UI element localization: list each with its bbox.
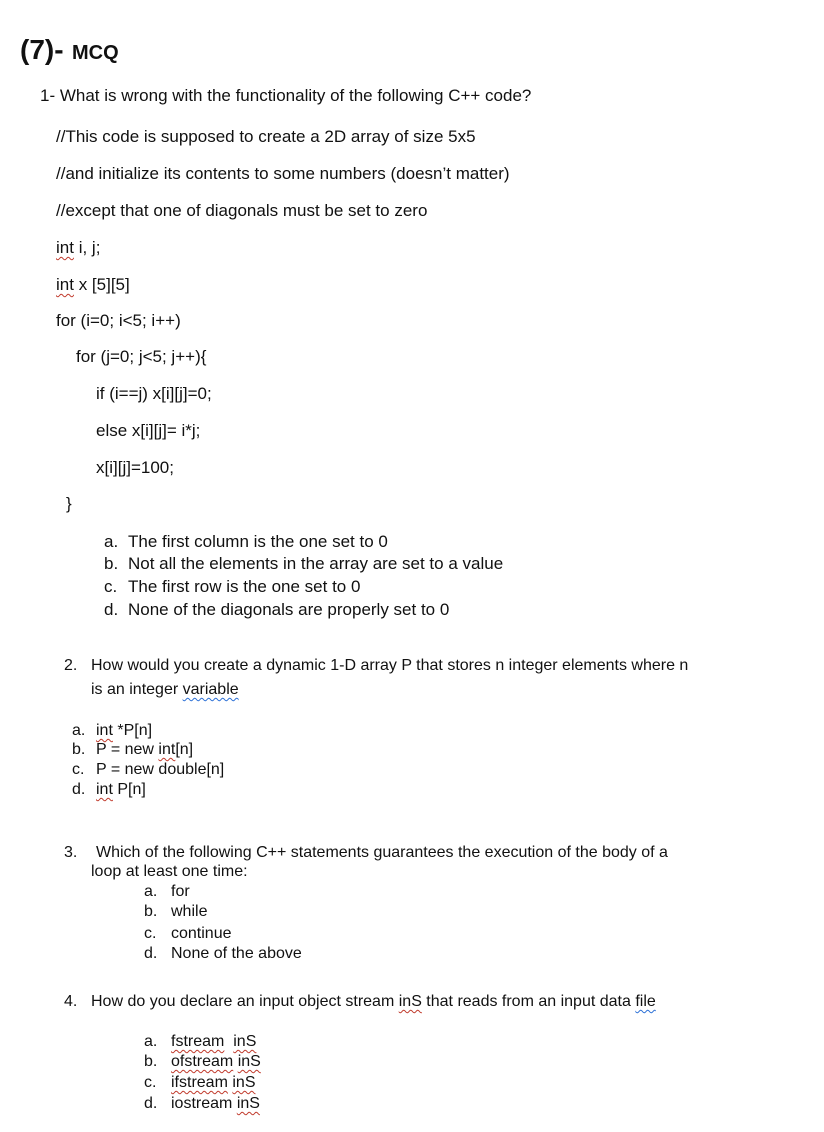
q4-line	[91, 993, 656, 1011]
q4-keyword: inS	[398, 993, 422, 1010]
q3-option-c	[144, 925, 232, 943]
q2-option-b	[72, 741, 193, 759]
option-keyword: ofstream	[171, 1053, 234, 1070]
q4-option-b	[144, 1053, 261, 1071]
option-text: while	[171, 903, 208, 920]
option-letter: b.	[144, 1053, 158, 1070]
option-letter: a.	[144, 1033, 158, 1050]
option-letter: c.	[72, 761, 85, 778]
option-text: The first row is the one set to 0	[128, 577, 361, 596]
option-text: Not all the elements in the array are set to a value	[128, 554, 504, 573]
q3-number: 3.	[64, 844, 78, 861]
option-letter: d.	[72, 781, 86, 798]
option-text: [n]	[175, 741, 194, 758]
q4-text: that reads from an input data	[421, 993, 636, 1010]
option-letter: c.	[144, 1074, 157, 1091]
q2-option-d	[72, 781, 146, 799]
section-number: (7)-	[20, 34, 64, 65]
section-heading	[20, 34, 119, 66]
q2-option-c	[72, 761, 224, 779]
q4-number: 4.	[64, 993, 78, 1010]
option-text: None of the above	[171, 945, 302, 962]
q1-code-close: }	[66, 494, 72, 513]
q3-option-b	[144, 903, 207, 921]
option-keyword: int	[96, 781, 113, 798]
q1-code-array	[56, 275, 130, 295]
option-letter: a.	[144, 883, 158, 900]
option-text: None of the diagonals are properly set to 0	[128, 600, 450, 619]
option-letter: c.	[104, 577, 118, 596]
code-keyword: int	[56, 238, 74, 257]
q1-code-for-inner: for (j=0; j<5; j++){	[76, 347, 207, 366]
code-text: x [5][5]	[73, 275, 130, 294]
q4-text: How do you declare an input object stream	[91, 993, 399, 1010]
option-letter: b.	[72, 741, 86, 758]
option-letter: a.	[72, 722, 86, 739]
q2-line-1: How would you create a dynamic 1-D array P that stores n integer elements where n	[91, 657, 689, 674]
q4-option-c	[144, 1074, 255, 1092]
option-text: for	[171, 883, 190, 900]
q1-comment-1: //This code is supposed to create a 2D array of size 5x5	[56, 127, 476, 146]
option-letter: d.	[104, 600, 119, 619]
option-text: The first column is the one set to 0	[128, 532, 388, 551]
option-letter: a.	[104, 532, 119, 551]
q1-code-else: else x[i][j]= i*j;	[96, 421, 201, 440]
q1-code-if: if (i==j) x[i][j]=0;	[96, 384, 212, 403]
q1-code-assign: x[i][j]=100;	[96, 458, 174, 477]
option-keyword: inS	[236, 1095, 260, 1112]
q3-option-d	[144, 945, 302, 963]
option-text: P = new double[n]	[96, 761, 225, 778]
code-text: i, j;	[73, 238, 101, 257]
q4-option-a	[144, 1033, 256, 1051]
q2-line-2-text: is an integer	[91, 681, 183, 698]
q4-keyword: file	[635, 993, 656, 1010]
q4-option-d	[144, 1095, 260, 1113]
q2-number: 2.	[64, 657, 78, 674]
code-keyword: int	[56, 275, 74, 294]
option-keyword: inS	[233, 1033, 257, 1050]
q1-code-decl	[56, 238, 100, 258]
option-keyword: int	[158, 741, 176, 758]
option-text: iostream	[171, 1095, 233, 1112]
option-keyword: inS	[237, 1053, 261, 1070]
q3-line-2: loop at least one time:	[91, 863, 248, 880]
option-text: *P[n]	[112, 722, 153, 739]
option-letter: b.	[144, 903, 158, 920]
option-text: P = new	[96, 741, 159, 758]
option-text: P[n]	[112, 781, 146, 798]
q1-option-d	[104, 600, 449, 620]
option-keyword: inS	[232, 1074, 256, 1091]
q1-comment-3: //except that one of diagonals must be set to zero	[56, 201, 428, 220]
q1-option-a	[104, 532, 388, 552]
option-keyword: fstream	[171, 1033, 225, 1050]
section-label: MCQ	[72, 42, 119, 64]
option-keyword: ifstream	[171, 1074, 228, 1091]
option-letter: c.	[144, 925, 157, 942]
option-text: continue	[171, 925, 232, 942]
option-keyword: int	[96, 722, 113, 739]
option-letter: d.	[144, 945, 158, 962]
q2-line-2-word: variable	[182, 681, 239, 698]
option-letter: d.	[144, 1095, 158, 1112]
q2-option-a	[72, 722, 152, 740]
q3-option-a	[144, 883, 190, 901]
q1-prompt: 1- What is wrong with the functionality of the following C++ code?	[40, 86, 532, 105]
q1-comment-2: //and initialize its contents to some numbers (doesn’t matter)	[56, 164, 510, 183]
q1-option-c	[104, 577, 360, 597]
q2-line-2	[91, 681, 239, 699]
q3-line-1: Which of the following C++ statements guarantees the execution of the body of a	[96, 844, 668, 861]
option-letter: b.	[104, 554, 119, 573]
q1-option-b	[104, 554, 503, 574]
q1-code-for-outer: for (i=0; i<5; i++)	[56, 311, 181, 330]
